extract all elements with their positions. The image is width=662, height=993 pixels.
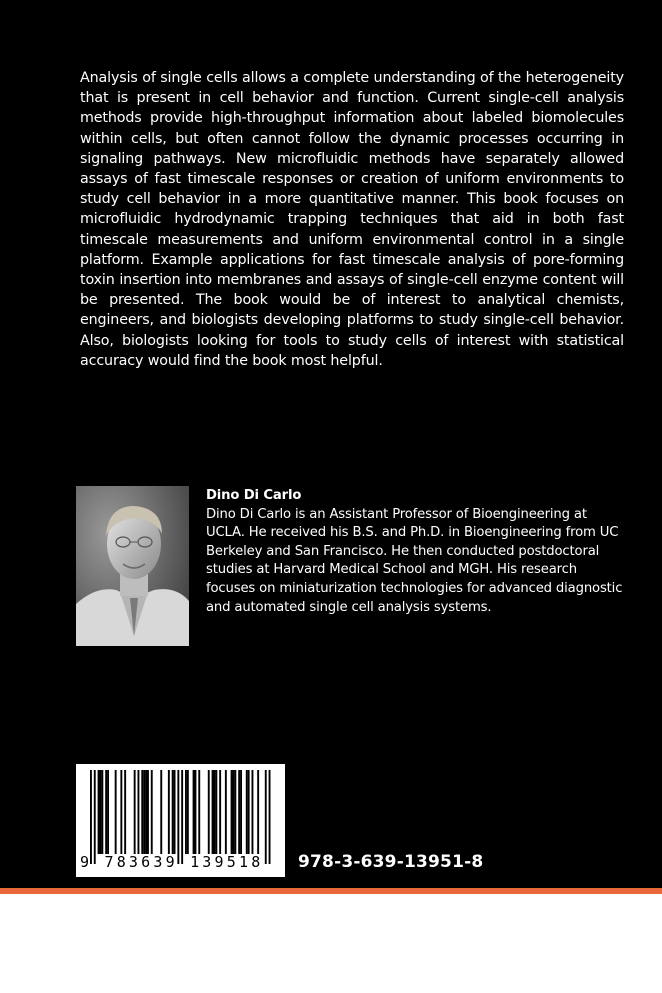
- barcode: [76, 764, 285, 877]
- barcode-bar: [105, 770, 107, 854]
- barcode-bar: [98, 770, 100, 854]
- barcode-bar: [174, 770, 176, 854]
- orange-stripe: [0, 888, 662, 894]
- barcode-bar: [214, 770, 216, 854]
- barcode-bar: [195, 770, 197, 854]
- author-photo-image: [76, 486, 189, 646]
- barcode-bar: [234, 770, 236, 854]
- barcode-bar: [208, 770, 210, 854]
- barcode-bar: [172, 770, 174, 854]
- barcode-bar: [246, 770, 248, 854]
- book-description: Analysis of single cells allows a complete understanding of the heterogeneity that is present in cell behavior and function. Current single-cell analysis methods provide high-throughput information about labeled biomolecules within cells, but often cannot follow the dynamic processes occurring in signaling pathways. New microfluidic methods have separately allowed assays of fast timescale responses or creation of uniform environments to study cell behavior in a more quantitative manner. This book focuses on microfluidic hydrodynamic trapping techniques that aid in both fast timescale measurements and uniform environmental control in a single platform. Example applications for fast timescale analysis of pore-forming toxin insertion into membranes and assays of single-cell enzyme content will be presented. The book would be of interest to analytical chemists, engineers, and biologists developing platforms to study single-cell behavior. Also, biologists looking for tools to study cells of interest with statistical accuracy would find the book most helpful.: [80, 70, 624, 369]
- barcode-bar: [101, 770, 103, 854]
- barcode-bar: [90, 770, 92, 864]
- barcode-bar: [107, 770, 109, 854]
- barcode-bar: [168, 770, 170, 854]
- barcode-bar: [219, 770, 221, 854]
- author-section: [206, 487, 626, 617]
- author-photo: [76, 486, 189, 646]
- barcode-bar: [238, 770, 240, 854]
- barcode-bar: [265, 770, 267, 864]
- barcode-bar: [252, 770, 254, 854]
- barcode-bar: [124, 770, 126, 854]
- barcode-bar: [145, 770, 147, 854]
- barcode-bar: [115, 770, 117, 854]
- author-name: Dino Di Carlo: [206, 488, 302, 503]
- barcode-bar: [160, 770, 162, 854]
- barcode-bar: [134, 770, 136, 854]
- barcode-bar: [198, 770, 200, 854]
- isbn-number: 978-3-639-13951-8: [298, 852, 484, 872]
- barcode-digits: 9 783639 139518: [80, 853, 264, 871]
- barcode-bar: [177, 770, 179, 864]
- barcode-bar: [181, 770, 183, 864]
- barcode-bar: [147, 770, 149, 854]
- barcode-bar: [248, 770, 250, 854]
- barcode-bar: [141, 770, 143, 854]
- barcode-bar: [215, 770, 217, 854]
- author-bio: Dino Di Carlo is an Assistant Professor of Bioengineering at UCLA. He received his B.S. and Ph.D. in Bioengineering from UC Berkeley and San Francisco. He then conducted postdoctoral studies at Harvard Medical School and MGH. His research focuses on miniaturization technologies for advanced diagnostic and automated single cell analysis systems.: [206, 506, 623, 615]
- barcode-bar: [257, 770, 259, 854]
- barcode-bar: [193, 770, 195, 854]
- barcode-bar: [120, 770, 122, 854]
- barcode-bar: [138, 770, 140, 854]
- barcode-bar: [225, 770, 227, 854]
- barcode-bar: [212, 770, 214, 854]
- barcode-bar: [233, 770, 235, 854]
- barcode-bar: [151, 770, 153, 854]
- barcode-bar: [231, 770, 233, 854]
- barcode-bar: [240, 770, 242, 854]
- barcode-bar: [94, 770, 96, 864]
- barcode-bar: [187, 770, 189, 854]
- barcode-bar: [143, 770, 145, 854]
- barcode-bar: [100, 770, 102, 854]
- barcode-bar: [185, 770, 187, 854]
- barcode-bar: [269, 770, 271, 864]
